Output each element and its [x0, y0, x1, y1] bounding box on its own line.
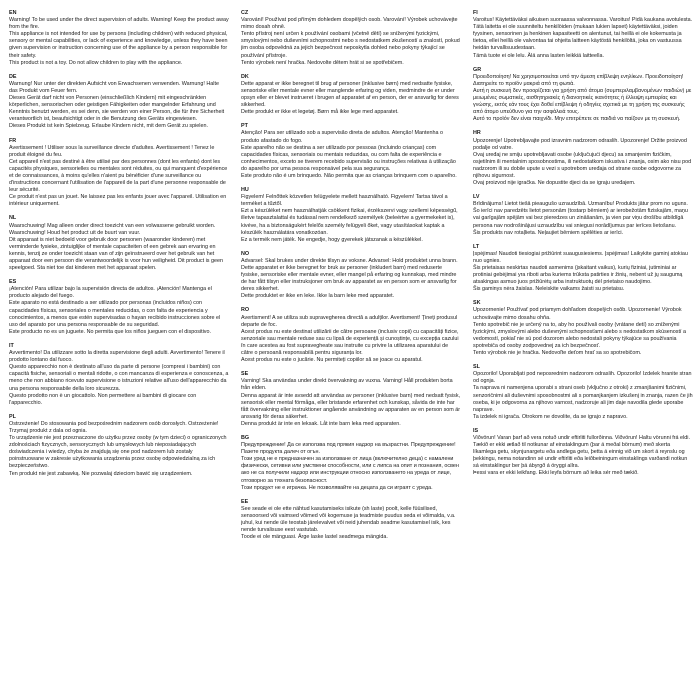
- language-code: NL: [9, 215, 17, 222]
- language-code: IS: [473, 427, 479, 434]
- warning-paragraph: Warning! To be used under the direct supervision of adults. Warning! Keep the product away from the fire.: [9, 17, 229, 31]
- language-section-sl: [473, 364, 693, 421]
- language-section-cz: [241, 10, 461, 67]
- warning-paragraph: Avvertimento! Da utilizzare sotto la diretta supervisione degli adulti. Avvertimento! Tenere il prodotto lontano dal fuoco.: [9, 350, 225, 364]
- language-section-de: [9, 74, 229, 131]
- warning-paragraph: Figyelem! Felnőttek közvetlen felügyelete mellett használható. Figyelem! Tartsa távol a terméket a tűztől.: [241, 194, 448, 208]
- warning-paragraph: Tento přístroj není určen k používání osobami (včetně dětí) se sníženými fyzickými, smyslovými nebo duševními schopnostmi nebo s nedostatkem zkušeností a znalostí, pokud jim osoba odpovědná za jejich bezpečnost neposkytla dohled nebo pokyny týkající se používání přístroje.: [241, 31, 460, 59]
- language-section-is: [473, 428, 693, 478]
- warning-paragraph: Dette produkt er ikke et legetøj. Børn må ikke lege med apparatet.: [241, 109, 399, 116]
- warning-paragraph: Ez a termék nem játék. Ne engedje, hogy gyerekek játszanak a készülékkel.: [241, 236, 423, 243]
- language-section-sk: [473, 300, 693, 357]
- warning-paragraph: Denna produkt är inte en leksak. Låt inte barn leka med apparaten.: [241, 420, 401, 427]
- warning-paragraph: Este producto no es un juguete. No permita que los niños jueguen con el dispositivo.: [9, 328, 211, 335]
- language-section-bg: [241, 435, 461, 492]
- language-code: EE: [241, 498, 249, 505]
- language-section-lv: [473, 194, 693, 237]
- warning-paragraph: Šis gaminys nėra žaislas. Neleiskite vaikams žaisti su prietaisu.: [473, 286, 625, 293]
- warning-paragraph: Ce produit n'est pas un jouet. Ne laissez pas les enfants jouer avec l'appareil. Utilisation en intérieur uniquement.: [9, 194, 227, 208]
- language-section-hu: [241, 187, 461, 244]
- language-section-ee: [241, 499, 461, 542]
- language-section-fr: [9, 138, 229, 209]
- language-section-pt: [241, 123, 461, 180]
- language-code: SE: [241, 371, 249, 378]
- warning-paragraph: Tätä laitetta ei ole suunniteltu henkilöiden (mukaan lukien lapset) käytettäväksi, joiden fyysinen, sensorinen ja henkinen kapasiteetti on alentunut, tai heillä ei ole kokemusta ja tietoa, ellei heillä ole valvontaa tai ohjeita laitteen käytöstä henkilöltä, joka on vastuussa heidän turvallisuudestaan.: [473, 24, 682, 52]
- language-section-dk: [241, 74, 461, 117]
- language-section-fi: [473, 10, 693, 60]
- language-section-no: [241, 251, 461, 301]
- warning-paragraph: Denna apparat är inte avsedd att användas av personer (inklusive barn) med nedsatt fysisk, sensorisk eller mental förmåga, eller bristande erfarenhet och kunskap, såvida de inte har fått övervakning eller instruktioner angående användning av apparaten av en person som är ansvarig för deras säkerhet.: [241, 392, 461, 420]
- column-right: [473, 10, 693, 694]
- language-section-en: [9, 10, 229, 67]
- warning-paragraph: Αυτή η συσκευή δεν προορίζεται για χρήση από άτομα (συμπεριλαμβανομένων παιδιών) με μειωμένες σωματικές, αισθητηριακές ή διανοητικές ικανότητες ή έλλειψη εμπειρίας και γνώσης, εκτός εάν τους έχει δοθεί επίβλεψη ή οδηγίες σχετικά με τη χρήση της συσκευής από άτομο υπεύθυνο για την ασφάλειά τους.: [473, 87, 692, 116]
- warning-paragraph: Brīdinājums! Lietot tiešā pieaugušo uzraudzībā. Uzmanību! Produkts jātur prom no uguns.: [473, 201, 688, 208]
- language-code: DK: [241, 73, 249, 80]
- warning-paragraph: See seade ei ole ette nähtud kasutamiseks isikute (sh laste) poolt, kelle füüsilised, sensoorsed või vaimsed võimed või kogemuse ja teadmiste puudus seda ei võimalda, v.a. juhul, kui nende üle teostab järelevalvet või neid juhendab seadme kasutamisel isik, kes nende turvalisuse eest vastutab.: [241, 505, 456, 534]
- warning-paragraph: Acest produs nu este o jucărie. Nu permiteți copiilor să se joace cu aparatul.: [241, 357, 423, 364]
- warning-paragraph: Този уред не е предназначен за използване от лица (включително деца) с намалени физически, сетивни или умствени способности, или с липса на опит и познания, освен ако не са получили надзор или инструкции относно използването на уреда от лице, отговорно за тяхната безопасност.: [241, 456, 459, 484]
- warning-paragraph: Waarschuwing! Mag alleen onder direct toezicht van een volwassene gebruikt worden. Waarschuwing! Houd het product uit de buurt van vuur.: [9, 222, 216, 236]
- language-code: PT: [241, 123, 248, 130]
- warning-paragraph: Acest produs nu este destinat utilizării de către persoane (inclusiv copii) cu capacități fizice, senzoriale sau mentale reduse sau cu lipsă de experiență și cunoștințe, cu excepția cazului în care acestea au fost supravegheate sau instruite cu privire la utilizarea aparatului de către o persoană responsabilă pentru siguranța lor.: [241, 328, 459, 357]
- warning-paragraph: Toode ei ole mänguasi. Ärge laske lastel seadmega mängida.: [241, 534, 388, 541]
- warning-paragraph: ¡Atención! Para utilizar bajo la supervisión directa de adultos. ¡Atención! Mantenga el producto alejado del fuego.: [9, 286, 212, 300]
- language-code: SL: [473, 364, 480, 371]
- warning-paragraph: Este aparato no está destinado a ser utilizado por personas (incluidos niños) con capacidades físicas, sensoriales o mentales reducidas, o con falta de experiencia y conocimientos, a menos que estén supervisadas o hayan recibido instrucciones sobre el uso del aparato por una persona responsable de su seguridad.: [9, 300, 221, 328]
- warning-paragraph: Upozorenje! Upotrebljavajte pod izravnim nadzorom odraslih. Upozorenje! Držite proizvod podalje od vatre.: [473, 137, 687, 151]
- language-code: BG: [241, 434, 250, 441]
- warning-paragraph: Tämä tuote ei ole lelu. Älä anna lasten leikkiä laitteella.: [473, 52, 604, 59]
- language-section-hr: [473, 130, 693, 187]
- warning-paragraph: Ovaj proizvod nije igračka. Ne dopustite djeci da se igraju uređajem.: [473, 180, 636, 187]
- warning-paragraph: Šis prietaisas neskirtas naudoti asmenims (įskaitant vaikus), kurių fiziniai, jutiminiai ar protiniai gebėjimai yra riboti arba kuriems trūksta patirties ir žinių, nebent už jų saugumą atsakingas asmuo juos prižiūrėtų arba instruktuotų dėl prietaiso naudojimo.: [473, 265, 683, 286]
- warning-paragraph: This product is not a toy. Do not allow children to play with the appliance.: [9, 59, 183, 66]
- language-code: HR: [473, 130, 481, 137]
- warning-paragraph: Varování! Používat pod přímým dohledem dospělých osob. Varování! Výrobek uchovávejte mimo dosah ohně.: [241, 17, 458, 31]
- language-code: LV: [473, 194, 480, 201]
- language-code: HU: [241, 187, 249, 194]
- language-code: GR: [473, 66, 482, 73]
- warning-paragraph: Tento výrobek není hračka. Nedovolte dětem hrát si se spotřebičem.: [241, 59, 404, 66]
- language-section-nl: [9, 215, 229, 272]
- language-section-it: [9, 343, 229, 407]
- warning-paragraph: Avertissement ! Utiliser sous la surveillance directe d'adultes. Avertissement ! Tenez le produit éloigné du feu.: [9, 144, 215, 158]
- warning-paragraph: Предупреждение! Да се използва под прякия надзор на възрастни. Предупреждение! Пазете продукта далеч от огън.: [241, 442, 456, 456]
- warning-paragraph: Ostrzeżenie! Do stosowania pod bezpośrednim nadzorem osób dorosłych. Ostrzeżenie! Trzymaj produkt z dala od ognia.: [9, 420, 219, 434]
- warning-paragraph: Upozornenie! Používať pod priamym dohľadom dospelých osôb. Upozornenie! Výrobok uchovávajte mimo dosahu ohňa.: [473, 307, 682, 321]
- warning-paragraph: Dette apparat er ikke beregnet til brug af personer (inklusive børn) med nedsatte fysiske, sensoriske eller mentale evner eller manglende erfaring og viden, medmindre de er under opsyn eller er blevet instrueret i brugen af apparatet af en person, der er ansvarlig for deres sikkerhed.: [241, 80, 459, 109]
- warning-paragraph: Varning! Ska användas under direkt övervakning av vuxna. Varning! Håll produkten borta från elden.: [241, 378, 453, 392]
- warning-paragraph: Ta izdelek ni igrača. Otrokom ne dovolite, da se igrajo z napravo.: [473, 413, 628, 420]
- language-code: CZ: [241, 10, 249, 16]
- warning-paragraph: Tækið er ekki ætlað til notkunar af einstaklingum (þar á meðal börnum) með skerta líkamlega getu, skynjunargetu eða andlega getu, þetta á einnig við um skort á reynslu og þekkingu, nema notandinn sé undir eftirliti eða leiðbeiningum einstaklings varðandi notkun sá einstaklingur ber þá ábyrgð á öryggi allra.: [473, 442, 688, 470]
- language-code: RO: [241, 307, 250, 314]
- warning-paragraph: Viðvörun! Varan þarf að vera notuð undir eftirliti fullorðinna. Viðvörun! Haltu vörunni frá eldi.: [473, 434, 690, 441]
- warning-paragraph: Dette apparatet er ikke beregnet for bruk av personer (inkludert barn) med reduserte fysiske, sensoriske eller mentale evner, eller mangel på erfaring og kunnskap, med mindre de har fått tilsyn eller instruksjoner om bruk av apparatet av en person som er ansvarlig for deres sikkerhet.: [241, 265, 457, 293]
- language-section-gr: [473, 67, 693, 124]
- language-code: FI: [473, 10, 478, 16]
- warning-paragraph: This appliance is not intended for use by persons (including children) with reduced physical, sensory or mental capabilities, or lack of experience and knowledge, unless they have been given supervision or instruction concerning use of the appliance by a person responsible for their safety.: [9, 31, 228, 59]
- language-code: DE: [9, 73, 17, 80]
- warning-paragraph: Dit apparaat is niet bedoeld voor gebruik door personen (waaronder kinderen) met verminderde fysieke, zintuiglijke of mentale capaciteiten of een gebrek aan ervaring en kennis, tenzij ze onder toezicht staan van of zijn geïnstrueerd over het gebruik van het apparaat door een persoon die verantwoordelijk is voor hun veiligheid. Dit product is geen speelgoed. Sta niet toe dat kinderen met het apparaat spelen.: [9, 236, 223, 272]
- warning-paragraph: Cet appareil n'est pas destiné à être utilisé par des personnes (dont les enfants) dont les capacités physiques, sensorielles ou mentales sont réduites, ou qui manquent d'expérience et de connaissances, à moins qu'elles n'aient pu bénéficier d'une surveillance ou d'instructions concernant l'utilisation de l'appareil de la part d'une personne responsable de leur sécurité.: [9, 158, 228, 194]
- warning-paragraph: Šo ierīci nav paredzēts lietot personām (tostarp bērniem) ar ierobežotām fiziskajām, maņu vai garīgajām spējām vai bez pieredzes un zināšanām, ja vien par viņu drošību atbildīgā persona nav nodrošinājusi uzraudzību vai sniegusi norādījumus par ierīces lietošanu.: [473, 208, 688, 229]
- column-middle: [241, 10, 461, 694]
- language-code: EN: [9, 10, 17, 16]
- warning-paragraph: Ezt a készüléket nem használhatják csökkent fizikai, érzékszervi vagy szellemi képességű, illetve tapasztalattal és tudással nem rendelkező személyek (beleértve a gyermekeket is), kivéve, ha a biztonságukért felelős személy felügyeli őket, vagy utasításokat kaptak a készülék használatára vonatkozóan.: [241, 208, 458, 236]
- warning-paragraph: Varoitus! Käytettäväksi aikuisen suoraassa valvonnassa. Varoitus! Pidä kaukana avotulesta.: [473, 17, 693, 24]
- warning-paragraph: Dieses Produkt ist kein Spielzeug. Erlaube Kindern nicht, mit dem Gerät zu spielen.: [9, 123, 208, 130]
- warning-paragraph: Questo prodotto non è un giocattolo. Non permettere ai bambini di giocare con l'apparecchio.: [9, 392, 197, 406]
- language-section-lt: [473, 244, 693, 294]
- language-code: NO: [241, 250, 250, 257]
- language-section-ro: [241, 307, 461, 364]
- language-code: IT: [9, 342, 14, 349]
- warning-paragraph: To urządzenie nie jest przeznaczone do użytku przez osoby (w tym dzieci) o ograniczonych zdolnościach fizycznych, sensorycznych lub umysłowych lub nieposiadających doświadczenia i wiedzy, chyba że znajdują się one pod nadzorem lub zostały poinstruowane w zakresie użytkowania urządzenia przez osobę odpowiedzialną za ich bezpieczeństwo.: [9, 435, 227, 470]
- warning-paragraph: Този продукт не е играчка. Не позволявайте на децата да си играят с уреда.: [241, 484, 433, 491]
- warning-paragraph: Ta naprava ni namenjena uporabi s strani oseb (vključno z otroki) z zmanjšanimi fizičnimi, senzoričnimi ali duševnimi sposobnostmi ali s pomanjkanjem izkušenj in znanja, razen če jih oseba, ki je odgovorna za njihovo varnost, nadzoruje ali jim daje navodila glede uporabe naprave.: [473, 385, 693, 413]
- warning-paragraph: Šis produkts nav rotaļlieta. Neļaujiet bērniem spēlēties ar ierīci.: [473, 229, 624, 236]
- warning-paragraph: Tento spotrebič nie je určený na to, aby ho používali osoby (vrátane detí) so zníženými fyzickými, zmyslovými alebo duševnými schopnosťami alebo s nedostatkom skúseností a vedomostí, pokiaľ nie sú pod dozorom alebo nedostali pokyny týkajúce sa používania spotrebiča od osoby zodpovednej za ich bezpečnosť.: [473, 321, 686, 349]
- warning-paragraph: Avertisment! A se utiliza sub supravegherea directă a adulților. Avertisment! Țineți produsul departe de foc.: [241, 314, 458, 328]
- warning-paragraph: Opozorilo! Uporabljati pod neposrednim nadzorom odraslih. Opozorilo! Izdelek hranite stran od ognja.: [473, 371, 692, 385]
- warning-paragraph: Ovaj uređaj ne smiju upotrebljavati osobe (uključujući djecu) sa smanjenim fizičkim, osjetilnim ili mentalnim sposobnostima, ili nedostatkom iskustva i znanja, osim ako nisu pod nadzorom ili su dobile upute u vezi s upotrebom uređaja od strane osobe odgovorne za njihovu sigurnost.: [473, 151, 692, 179]
- warning-paragraph: Warnung! Nur unter der direkten Aufsicht von Erwachsenen verwenden. Warnung! Halte das Produkt vom Feuer fern.: [9, 80, 219, 94]
- warning-paragraph: Įspėjimas! Naudoti tiesiogiai prižiūrint suaugusiesiems. Įspėjimas! Laikykite gaminį atokiau nuo ugnies.: [473, 250, 688, 264]
- warning-paragraph: Questo apparecchio non è destinato all'uso da parte di persone (compresi i bambini) con capacità fisiche, sensoriali o mentali ridotte, o con mancanza di esperienza e conoscenza, a meno che non abbiano ricevuto supervisione o istruzioni relative all'uso dell'apparecchio da una persona responsabile della loro sicurezza.: [9, 364, 229, 392]
- warning-paragraph: Dieses Gerät darf nicht von Personen (einschließlich Kindern) mit eingeschränkten körperlichen, sensorischen oder geistigen Fähigkeiten oder mangelnder Erfahrung und Kenntnis benutzt werden, es sei denn, sie werden von einer Person, die für ihre Sicherheit verantwortlich ist, beaufsichtigt oder in die Benutzung des Geräts eingewiesen.: [9, 95, 225, 123]
- warning-paragraph: Advarsel: Skal brukes under direkte tilsyn av voksne. Advarsel: Hold produktet unna brann.: [241, 257, 458, 264]
- warning-paragraph: Este aparelho não se destina a ser utilizado por pessoas (incluindo crianças) com capacidades físicas, sensoriais ou mentais reduzidas, ou com falta de experiência e conhecimentos, exceto se tiverem recebido supervisão ou instruções relativas à utilização do aparelho por uma pessoa responsável pela sua segurança.: [241, 144, 456, 172]
- column-left: [9, 10, 229, 694]
- warning-paragraph: Tento výrobok nie je hračka. Nedovoľte deťom hrať sa so spotrebičom.: [473, 350, 642, 357]
- warning-paragraph: Dette produktet er ikke en leke. Ikke la barn leke med apparatet.: [241, 293, 395, 300]
- language-section-es: [9, 279, 229, 336]
- warning-paragraph: Ten produkt nie jest zabawką. Nie pozwalaj dzieciom bawić się urządzeniem.: [9, 470, 193, 477]
- language-code: FR: [9, 137, 17, 144]
- warning-paragraph: Προειδοποίηση! Να χρησιμοποιείται υπό την άμεση επίβλεψη ενηλίκων. Προειδοποίηση! Διατηρείτε το προϊόν μακριά από τη φωτιά.: [473, 73, 684, 87]
- language-section-se: [241, 371, 461, 428]
- language-code: SK: [473, 300, 481, 307]
- language-code: LT: [473, 243, 480, 250]
- language-section-pl: [9, 414, 229, 478]
- language-code: ES: [9, 279, 17, 286]
- warning-paragraph: Þessi vara er ekki leikfang. Ekki leyfa börnum að leika sér með tækið.: [473, 470, 639, 477]
- warning-paragraph: Atenção! Para ser utilizado sob a supervisão direta de adultos. Atenção! Mantenha o produto afastado do fogo.: [241, 130, 443, 144]
- warning-paragraph: Este produto não é um brinquedo. Não permita que as crianças brinquem com o aparelho.: [241, 172, 457, 179]
- language-code: PL: [9, 413, 16, 420]
- warning-paragraph: Αυτό το προϊόν δεν είναι παιχνίδι. Μην επιτρέπετε σε παιδιά να παίζουν με τη συσκευή.: [473, 116, 681, 123]
